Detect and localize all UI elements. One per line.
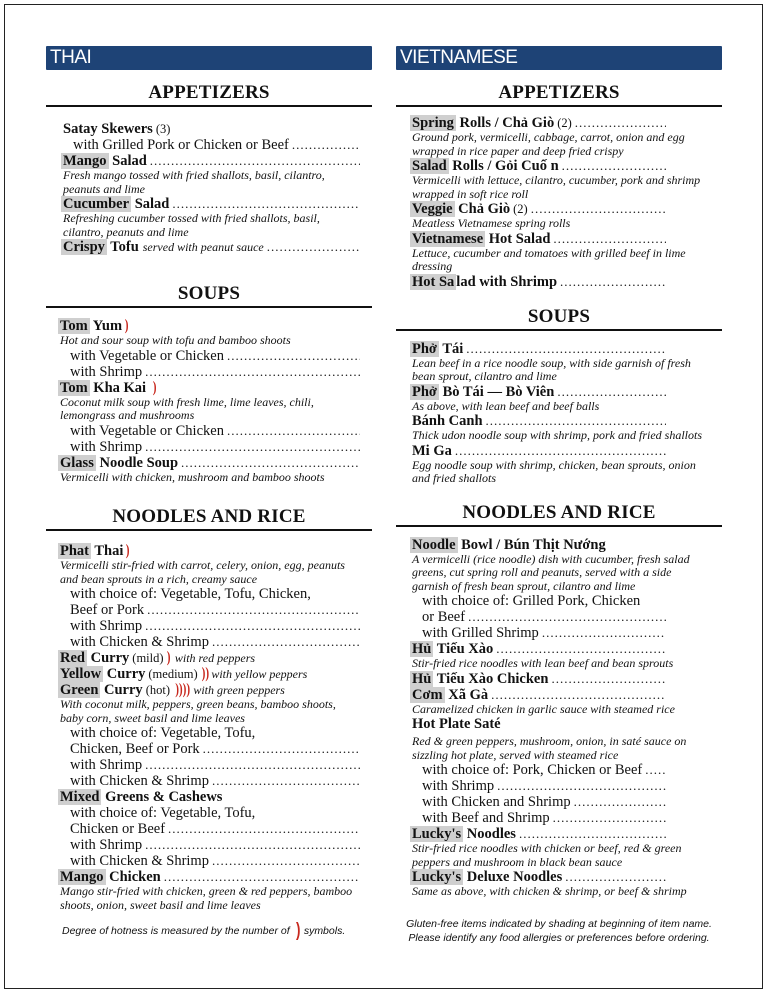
chili-icon: ) [295, 920, 300, 941]
menu-item-com-xa-ga: Cơm Xã Gà ..... [412, 687, 666, 703]
chili-icon: )) [201, 665, 209, 682]
vietnamese-heading: VIETNAMESE [396, 46, 722, 70]
chili-icon: )))) [175, 681, 191, 698]
hot-salad-desc: Lettuce, cucumber and tomatoes with grilled beef in lime dressing [412, 245, 686, 273]
phat-thai-option-1: with choice of: Vegetable, Tofu, Chicken, [70, 586, 311, 602]
menu-item-red-curry: Red Curry (mild) ) with red peppers [60, 649, 256, 666]
menu-item-satay: Satay Skewers (3) [63, 121, 171, 137]
menu-item-veggie: Veggie Chả Giò (2) ..... [412, 201, 666, 217]
tom-kha-desc: Coconut milk soup with fresh lime, lime leaves, chili, lemongrass and mushrooms [60, 394, 314, 422]
curry-option-3: with Shrimp ..... [60, 757, 360, 773]
hot-plate-option-2: with Shrimp ..... [412, 778, 666, 794]
menu-item-mixed-greens: Mixed Greens & Cashews [60, 789, 223, 805]
chili-icon: ) [152, 378, 157, 396]
mixed-greens-option-2: Chicken or Beef ..... [60, 821, 360, 837]
menu-item-hot-salad-shrimp: Hot Sa lad with Shrimp ..... [412, 274, 666, 290]
menu-item-green-curry: Green Curry (hot) )))) with green peppers [60, 681, 285, 698]
banh-canh-desc: Thick udon noodle soup with shrimp, pork and fried shallots [412, 428, 703, 442]
menu-item-glass-noodle: Glass Noodle Soup ..... [60, 455, 360, 471]
curry-option-2: Chicken, Beef or Pork ..... [60, 741, 360, 757]
thai-heading: THAI [46, 46, 372, 70]
thai-column [46, 46, 372, 912]
viet-appetizers-title: APPETIZERS [396, 82, 722, 107]
thai-appetizers-title: APPETIZERS [46, 82, 372, 107]
thai-soups [46, 283, 372, 484]
menu-item-crispy-tofu: Crispy Tofu served with peanut sauce ..... [63, 239, 360, 255]
menu-item-yellow-curry: Yellow Curry (medium) )) with yellow peppers [60, 665, 308, 682]
mixed-greens-option-1: with choice of: Vegetable, Tofu, [70, 805, 256, 821]
menu-item-mango-chicken: Mango Chicken ..... [60, 869, 360, 885]
phat-thai-option-3: with Shrimp ..... [60, 618, 360, 634]
chili-icon: ) [126, 542, 130, 559]
hotness-footnote: Degree of hotness is measured by the number of ) symbols. [62, 920, 346, 941]
chili-icon: ) [166, 649, 171, 666]
hot-plate-option-4: with Beef and Shrimp ..... [412, 810, 666, 826]
pho-tai-desc: Lean beef in a rice noodle soup, with side garnish of fresh bean sprout, cilantro and lime [412, 355, 691, 383]
mango-chicken-desc: Mango stir-fried with chicken, green & red peppers, bamboo shoots, onion, sweet basil and lime leaves [60, 884, 353, 912]
viet-noodles [396, 502, 722, 899]
satay-option: with Grilled Pork or Chicken or Beef ..... [63, 137, 360, 153]
tom-kha-option-1: with Vegetable or Chicken ..... [60, 423, 360, 439]
thai-soups-title: SOUPS [46, 283, 372, 308]
viet-noodles-title: NOODLES AND RICE [396, 502, 722, 527]
thai-noodles-title: NOODLES AND RICE [46, 506, 372, 531]
curry-option-4: with Chicken & Shrimp ..... [60, 773, 360, 789]
cucumber-salad-desc: Refreshing cucumber tossed with fried shallots, basil, cilantro, peanuts and lime [63, 211, 320, 239]
menu-item-luckys-noodles: Lucky's Noodles ..... [412, 826, 666, 842]
noodle-bowl-desc: A vermicelli (rice noodle) dish with cucumber, fresh salad greens, cut spring roll and peanuts, served with a side garnish of fresh bean sprout, cilantro and lime [412, 551, 690, 593]
luckys-noodles-desc: Stir-fried rice noodles with chicken or beef, red & green peppers and mushroom in black bean sauce [412, 841, 682, 869]
phat-thai-desc: Vermicelli stir-fried with carrot, celery, onion, egg, peanuts and bean sprouts in a rich, creamy sauce [60, 558, 345, 586]
curry-option-1: with choice of: Vegetable, Tofu, [70, 725, 256, 741]
menu-item-hot-salad: Vietnamese Hot Salad ..... [412, 231, 666, 247]
viet-appetizers [396, 82, 722, 290]
menu-item-pho-tai: Phở Tái ..... [412, 341, 666, 357]
menu-item-mi-ga: Mi Ga ..... [412, 443, 666, 459]
hu-tieu-xao-desc: Stir-fried rice noodles with lean beef and bean sprouts [412, 656, 674, 670]
green-curry-desc: With coconut milk, peppers, green beans, bamboo shoots, baby corn, sweet basil and lime leaves [60, 697, 336, 725]
gluten-free-footnote: Gluten-free items indicated by shading at beginning of item name. Please identify any food allergies or preferences before ordering. [406, 918, 712, 944]
menu-item-pho-bo-vien: Phở Bò Tái — Bò Viên ..... [412, 384, 666, 400]
menu-item-noodle-bowl: Noodle Bowl / Bún Thịt Nướng [412, 536, 606, 553]
mango-salad-desc: Fresh mango tossed with fried shallots, basil, cilantro, peanuts and lime [63, 168, 325, 196]
menu-item-banh-canh: Bánh Canh ..... [412, 413, 666, 429]
pho-bo-vien-desc: As above, with lean beef and beef balls [412, 398, 600, 413]
tom-yum-desc: Hot and sour soup with tofu and bamboo shoots [60, 333, 291, 347]
salad-rolls-desc: Vermicelli with lettuce, cilantro, cucumber, pork and shrimp wrapped in soft rice roll [412, 173, 701, 201]
viet-soups-title: SOUPS [396, 306, 722, 331]
tom-kha-option-2: with Shrimp ..... [60, 439, 360, 455]
menu-item-mango-salad: Mango Salad ..... [63, 153, 360, 169]
mi-ga-desc: Egg noodle soup with shrimp, chicken, bean sprouts, onion and fried shallots [412, 457, 696, 485]
luckys-deluxe-desc: Same as above, with chicken & shrimp, or beef & shrimp [412, 884, 687, 898]
tom-yum-option-1: with Vegetable or Chicken ..... [60, 348, 360, 364]
hot-plate-option-1: with choice of: Pork, Chicken or Beef ..... [412, 762, 666, 778]
noodle-bowl-option-2: or Beef ..... [412, 609, 666, 625]
viet-soups [396, 306, 722, 486]
menu-item-cucumber-salad: Cucumber Salad ..... [63, 196, 360, 212]
phat-thai-option-2: Beef or Pork ..... [60, 602, 360, 618]
menu-item-tom-yum: Tom Yum ) [60, 317, 129, 334]
menu-item-spring-rolls: Spring Rolls / Chả Giò (2) ..... [412, 115, 666, 131]
menu-item-hot-plate: Hot Plate Saté [412, 716, 501, 732]
chili-icon: ) [124, 317, 129, 334]
com-xa-ga-desc: Caramelized chicken in garlic sauce with steamed rice [412, 701, 675, 716]
menu-item-hu-tieu-chicken: Hủ Tiếu Xào Chicken ..... [412, 671, 666, 687]
menu-item-phat-thai: Phat Thai ) [60, 542, 130, 559]
hot-plate-desc: Red & green peppers, mushroom, onion, in saté sauce on sizzling hot plate, served with steamed rice [412, 734, 687, 762]
veggie-desc: Meatless Vietnamese spring rolls [412, 216, 571, 230]
spring-rolls-desc: Ground pork, vermicelli, cabbage, carrot, onion and egg wrapped in rice paper and deep fried crispy [412, 130, 685, 158]
thai-noodles [46, 506, 372, 912]
menu-item-luckys-deluxe: Lucky's Deluxe Noodles ..... [412, 869, 666, 885]
glass-noodle-desc: Vermicelli with chicken, mushroom and bamboo shoots [60, 469, 325, 484]
hot-plate-option-3: with Chicken and Shrimp ..... [412, 794, 666, 810]
menu-item-tom-kha: Tom Kha Kai ) [60, 378, 157, 396]
vietnamese-column [396, 46, 722, 899]
mixed-greens-option-4: with Chicken & Shrimp ..... [60, 853, 360, 869]
menu-item-salad-rolls: Salad Rolls / Gỏi Cuố n ..... [412, 158, 666, 174]
noodle-bowl-option-3: with Grilled Shrimp ..... [412, 625, 666, 641]
thai-appetizers [46, 82, 372, 255]
phat-thai-option-4: with Chicken & Shrimp ..... [60, 634, 360, 650]
noodle-bowl-option-1: with choice of: Grilled Pork, Chicken [422, 593, 641, 609]
menu-item-hu-tieu-xao: Hủ Tiếu Xào ..... [412, 641, 666, 657]
tom-yum-option-2: with Shrimp ..... [60, 364, 360, 380]
mixed-greens-option-3: with Shrimp ..... [60, 837, 360, 853]
